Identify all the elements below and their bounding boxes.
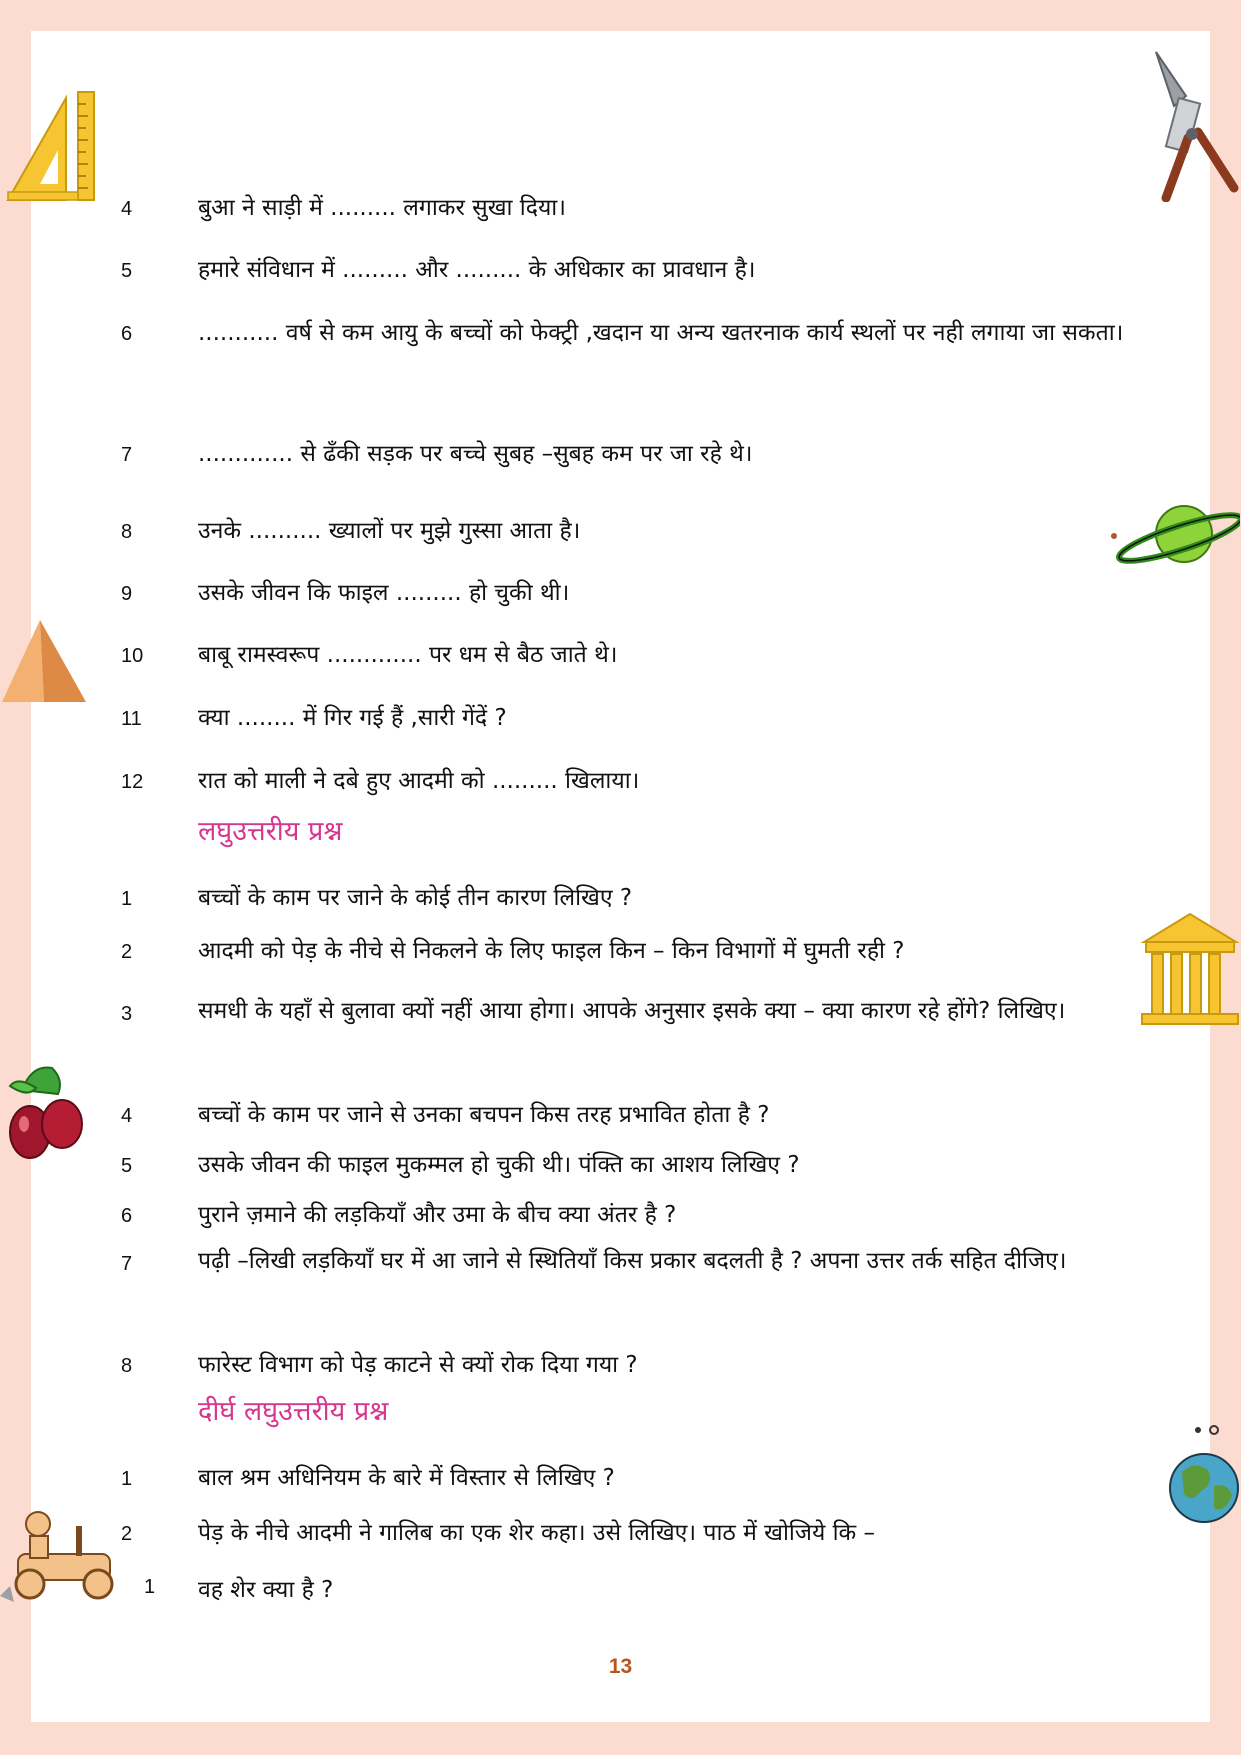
item-text: समधी के यहाँ से बुलावा क्यों नहीं आया होगा। आपके अनुसार इसके क्या – क्या कारण रहे होंगे? लिखिए। [198,998,1066,1024]
vehicle-icon [0,1506,126,1606]
item-text: उसके जीवन कि फाइल ......... हो चुकी थी। [198,580,570,606]
item-number: 4 [121,1105,133,1127]
item-text: पढ़ी –लिखी लड़कियाँ घर में आ जाने से स्थितियाँ किस प्रकार बदलती है ? अपना उत्तर तर्क सहित दीजिए। [198,1248,1067,1274]
short-answer-heading: लघुउत्तरीय प्रश्न [198,816,343,847]
item-number: 3 [121,1003,133,1025]
item-text: पेड़ के नीचे आदमी ने गालिब का एक शेर कहा। उसे लिखिए। पाठ में खोजिये कि – [198,1520,876,1546]
item-text: बुआ ने साड़ी में ......... लगाकर सुखा दिया। [198,195,566,221]
item-text: वह शेर क्या है ? [198,1577,334,1603]
item-number: 5 [121,1155,133,1177]
item-text: ............. से ढँकी सड़क पर बच्चे सुबह –सुबह कम पर जा रहे थे। [198,441,753,467]
item-number: 2 [121,941,133,963]
item-text: बाल श्रम अधिनियम के बारे में विस्तार से लिखिए ? [198,1465,615,1491]
tools-icon [1150,48,1240,202]
planet-icon [1106,500,1240,568]
item-number: 2 [121,1523,133,1545]
item-text: बच्चों के काम पर जाने के कोई तीन कारण लिखिए ? [198,885,633,911]
document-page [31,31,1210,1722]
item-number: 4 [121,198,133,220]
item-text: पुराने ज़माने की लड़कियाँ और उमा के बीच क्या अंतर है ? [198,1202,677,1228]
item-text: बाबू रामस्वरूप ............. पर धम से बैठ जाते थे। [198,642,618,668]
item-text: ........... वर्ष से कम आयु के बच्चों को फेक्ट्री ,खदान या अन्य खतरनाक कार्य स्थलों पर नही लगाया जा सकता। [198,320,1124,346]
long-answer-heading: दीर्घ लघुउत्तरीय प्रश्न [198,1396,389,1427]
item-number: 1 [144,1576,156,1598]
item-number: 8 [121,1355,133,1377]
item-text: फारेस्ट विभाग को पेड़ काटने से क्यों रोक दिया गया ? [198,1352,638,1378]
pyramid-icon [0,616,88,706]
item-text: क्या ........ में गिर गई हैं ,सारी गेंदें ? [198,705,507,731]
item-number: 9 [121,583,133,605]
item-number: 11 [121,708,142,730]
globe-icon [1168,1424,1240,1530]
item-number: 7 [121,1253,133,1275]
item-number: 8 [121,521,133,543]
item-text: आदमी को पेड़ के नीचे से निकलने के लिए फाइल किन – किन विभागों में घुमती रही ? [198,938,905,964]
item-number: 10 [121,645,144,667]
bean-icon [2,1060,86,1170]
item-text: हमारे संविधान में ......... और ......... के अधिकार का प्रावधान है। [198,257,756,283]
item-number: 6 [121,1205,133,1227]
item-number: 7 [121,444,133,466]
item-number: 6 [121,323,133,345]
set-square-ruler-icon [4,88,100,204]
item-text: उसके जीवन की फाइल मुकम्मल हो चुकी थी। पंक्ति का आशय लिखिए ? [198,1152,800,1178]
temple-icon [1140,910,1240,1028]
item-text: बच्चों के काम पर जाने से उनका बचपन किस तरह प्रभावित होता है ? [198,1102,770,1128]
item-number: 1 [121,1468,133,1490]
page-number: 13 [608,1655,633,1678]
item-text: रात को माली ने दबे हुए आदमी को ......... खिलाया। [198,768,640,794]
item-number: 5 [121,260,133,282]
item-number: 12 [121,771,144,793]
item-text: उनके .......... ख्यालों पर मुझे गुस्सा आता है। [198,518,581,544]
item-number: 1 [121,888,133,910]
